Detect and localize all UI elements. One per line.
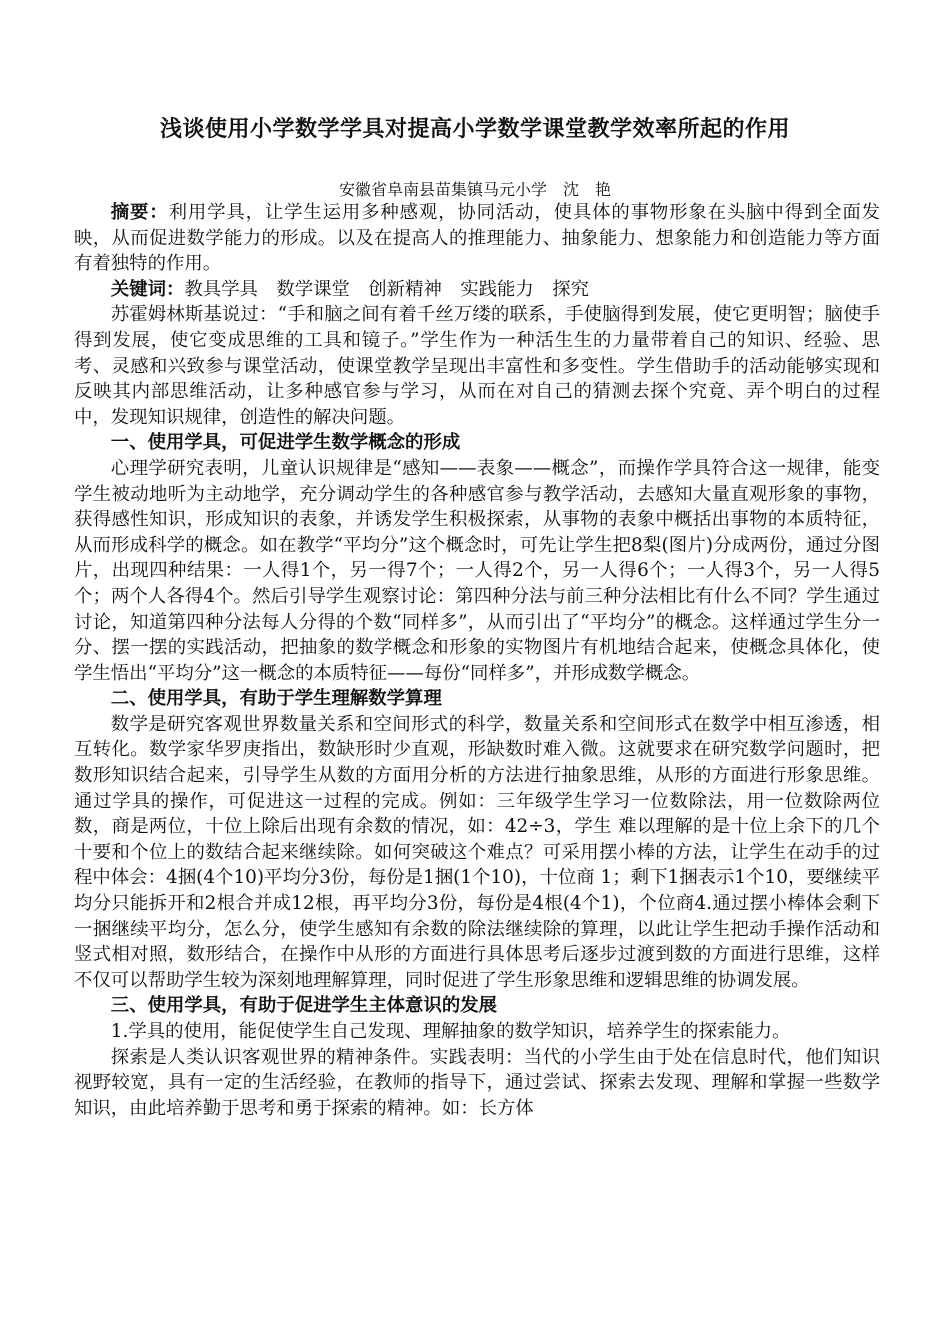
- keywords-paragraph: [74, 277, 880, 303]
- section-3-paragraph-1: 1.学具的使用，能促使学生自己发现、理解抽象的数学知识，培养学生的探索能力。: [110, 1021, 791, 1042]
- document-title: 浅谈使用小学数学学具对提高小学数学课堂教学效率所起的作用: [159, 116, 790, 142]
- author-line: 安徽省阜南县苗集镇马元小学 沈 艳: [338, 180, 611, 199]
- intro-paragraph: 苏霍姆林斯基说过：“手和脑之间有着千丝万缕的联系，手使脑得到发展，使它更明智；脑使手得到发展，使它变成思维的工具和镜子。”学生作为一种活生生的力量带着自己的知识、经验、思考、灵感和兴致参与课堂活动，使课堂教学呈现出丰富性和多变性。学生借助手的活动能够实现和反映其内部思维活动，让多种感官参与学习，从而在对自己的猜测去探个究竟、弄个明白的过程中，发现知识规律，创造性的解决问题。: [74, 304, 880, 428]
- keywords-text: 教具学具 数学课堂 创新精神 实践能力 探究: [184, 278, 589, 300]
- section-2-heading: 二、使用学具，有助于学生理解数学算理: [110, 688, 442, 710]
- section-3-paragraph-2: 探索是人类认识客观世界的精神条件。实践表明：当代的小学生由于处在信息时代，他们知识视野较宽，具有一定的生活经验，在教师的指导下，通过尝试、探索去发现、理解和掌握一些数学知识，由此培养勤于思考和勇于探索的精神。如：长方体: [74, 1046, 880, 1119]
- abstract-text: 利用学具，让学生运用多种感观，协同活动，使具体的事物形象在头脑中得到全面发映，从而促进数学能力的形成。以及在提高人的推理能力、抽象能力、想象能力和创造能力等方面有着独特的作用。: [74, 202, 880, 275]
- document-body: [74, 200, 880, 1121]
- abstract-label: 摘要：: [110, 202, 169, 223]
- section-3-heading: 三、使用学具，有助于促进学生主体意识的发展: [110, 995, 498, 1017]
- section-1-heading: 一、使用学具，可促进学生数学概念的形成: [110, 432, 461, 454]
- keywords-label: 关键词：: [110, 278, 185, 300]
- abstract-paragraph: [74, 200, 880, 277]
- section-1-paragraph: 心理学研究表明，儿童认识规律是“感知——表象——概念”，而操作学具符合这一规律，能变学生被动地听为主动地学，充分调动学生的各种感官参与教学活动，去感知大量直观形象的事物，获得感性知识，形成知识的表象，并诱发学生积极探索，从事物的表象中概括出事物的本质特征，从而形成科学的概念。如在教学“平均分”这个概念时，可先让学生把8梨(图片)分成两份，通过分图片，出现四种结果：一人得1个，另一得7个；一人得2个，另一人得6个；一人得3个，另一人得5个；两个人各得4个。然后引导学生观察讨论：第四种分法与前三种分法相比有什么不同？学生通过讨论，知道第四种分法每人分得的个数“同样多”，从而引出了“平均分”的概念。这样通过学生分一分、摆一摆的实践活动，把抽象的数学概念和形象的实物图片有机地结合起来，使概念具体化，使学生悟出“平均分”这一概念的本质特征——每份“同样多”，并形成数学概念。: [74, 457, 880, 684]
- section-2-paragraph: 数学是研究客观世界数量关系和空间形式的科学，数量关系和空间形式在数学中相互渗透，相互转化。数学家华罗庚指出，数缺形时少直观，形缺数时难入微。这就要求在研究数学问题时，把数形知识结合起来，引导学生从数的方面用分析的方法进行抽象思维，从形的方面进行形象思维。通过学具的操作，可促进这一过程的完成。例如：三年级学生学习一位数除法，用一位数除两位数，商是两位，十位上除后出现有余数的情况，如：42÷3，学生 难以理解的是十位上余下的几个十要和个位上的数结合起来继续除。如何突破这个难点？可采用摆小棒的方法，让学生在动手的过程中体会：4捆(4个10)平均分3份，每份是1捆(1个10)，十位商 1；剩下1捆表示1个10，要继续平均分只能拆开和2根合并成12根，再平均分3份，每份是4根(4个1)，个位商4.通过摆小棒体会剩下一捆继续平均分，怎么分，使学生感知有余数的除法继续除的算理，以此让学生把动手操作活动和竖式相对照，数形结合，在操作中从形的方面进行具体思考后逐步过渡到数的方面进行思维，这样不仅可以帮助学生较为深刻地理解算理，同时促进了学生形象思维和逻辑思维的协调发展。: [74, 713, 880, 991]
